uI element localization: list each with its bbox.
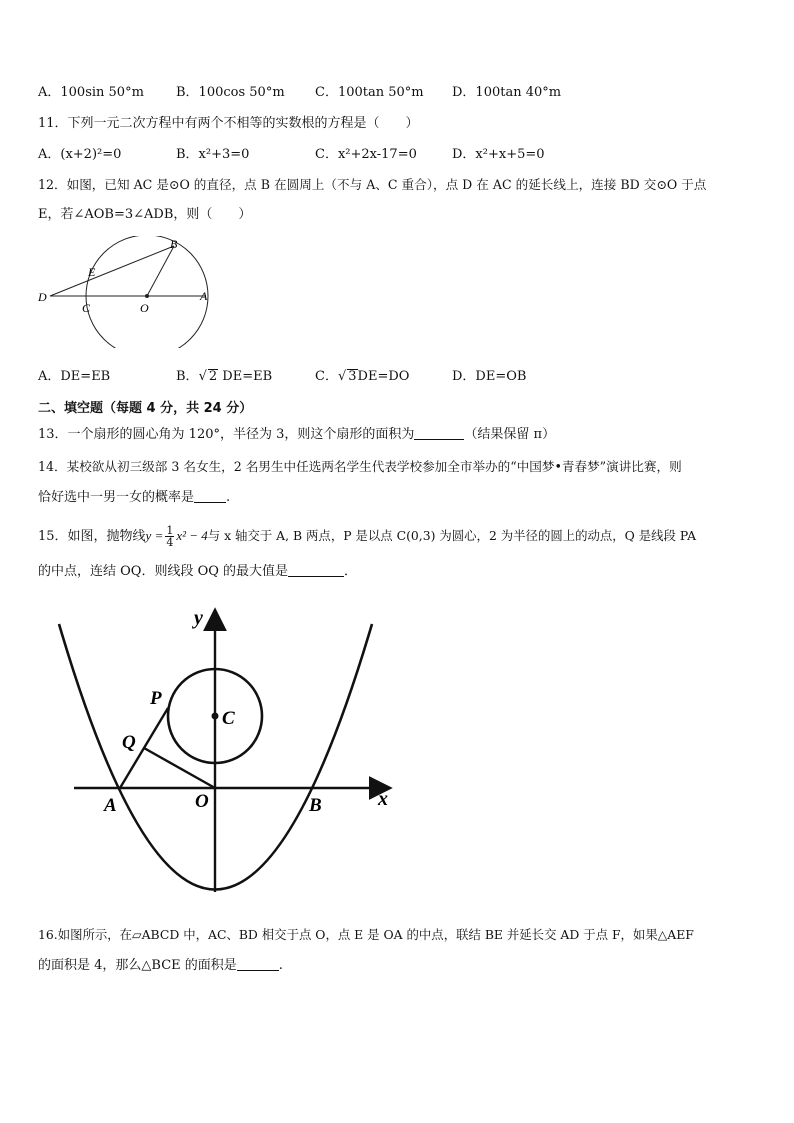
q15-label-y: y [194, 607, 203, 629]
q11-option-a: A．(x+2)²=0 [38, 147, 122, 162]
q15-text-after: ． [344, 564, 358, 579]
q15-point-c [212, 713, 219, 720]
q14-line2 [38, 489, 230, 507]
q15-label-o: O [195, 791, 209, 812]
q16-line2 [38, 957, 283, 975]
q15-fraction [165, 525, 174, 548]
q14-text-before: 恰好选中一男一女的概率是 [38, 490, 195, 505]
q15-part1: 15．如图，抛物线 [38, 529, 146, 544]
q12-label-a: A [200, 289, 208, 303]
q12-center-dot [145, 294, 149, 298]
q15-label-b: B [309, 795, 322, 816]
q16-line1: 16.如图所示，在▱ABCD 中，AC、BD 相交于点 O，点 E 是 OA 的中点，联结 BE 并延长交 AD 于点 F，如果△AEF [38, 927, 694, 942]
q15-line1 [38, 523, 696, 550]
q10-option-a: A．100sin 50°m [38, 85, 144, 100]
q10-option-c: C．100tan 50°m [315, 85, 424, 100]
q12-option-b-root: 2 [208, 369, 218, 384]
q15-text-before: 的中点，连结 OQ．则线段 OQ 的最大值是 [38, 564, 289, 579]
q12-option-c-root: 3 [348, 369, 357, 384]
q12-option-d: D．DE=OB [452, 369, 527, 384]
q11-option-d: D．x²+x+5=0 [452, 147, 545, 162]
q15-figure [50, 600, 400, 895]
section2-title: 二、填空题（每题 4 分，共 24 分） [38, 401, 253, 416]
q12-option-c-prefix: C． [315, 369, 338, 384]
q13-line [38, 426, 555, 444]
q16-text-before: 的面积是 4，那么△BCE 的面积是 [38, 958, 237, 973]
q13-text-before: 13．一个扇形的圆心角为 120°，半径为 3，则这个扇形的面积为 [38, 427, 415, 442]
q12-stem-line1: 12．如图，已知 AC 是⊙O 的直径，点 B 在圆周上（不与 A、C 重合），点 D 在 AC 的延长线上，连接 BD 交⊙O 于点 [38, 177, 707, 192]
q15-answer-blank [288, 563, 344, 577]
q12-figure [34, 236, 214, 348]
q15-line2 [38, 563, 357, 581]
q15-label-q: Q [122, 732, 136, 753]
q12-circle [86, 236, 208, 348]
q12-label-c: C [82, 301, 91, 315]
q15-y-eq: y = [145, 528, 164, 543]
q15-segment-oq [144, 748, 215, 788]
q15-part2: 与 x 轴交于 A, B 两点，P 是以点 C(0,3) 为圆心，2 为半径的圆上的动点，Q 是线段 PA [207, 528, 697, 543]
q12-stem-line2: E，若∠AOB=3∠ADB，则（ ） [38, 207, 252, 222]
q15-label-p: P [150, 688, 162, 709]
q12-option-b: B．√ 2 DE=EB [176, 369, 273, 384]
q11-stem: 11．下列一元二次方程中有两个不相等的实数根的方程是（ ） [38, 116, 419, 131]
q14-text-after: . [226, 490, 231, 505]
q16-answer-blank [237, 957, 279, 971]
q15-label-x: x [378, 788, 388, 810]
q12-line-ob [147, 246, 174, 296]
q13-text-after: （结果保留 π） [464, 427, 556, 442]
q12-option-a: A．DE=EB [38, 369, 111, 384]
q12-label-e: E [88, 265, 96, 279]
q12-option-c: C．√ 3DE=DO [315, 369, 410, 384]
q15-frac-den: 4 [166, 536, 174, 549]
q12-option-b-prefix: B． [176, 369, 199, 384]
q15-frac-num: 1 [166, 524, 174, 537]
q12-line-db [50, 246, 174, 296]
q10-option-d: D．100tan 40°m [452, 85, 562, 100]
q15-label-c: C [222, 708, 235, 729]
q14-line1: 14．某校欲从初三级部 3 名女生，2 名男生中任选两名学生代表学校参加全市举办的“中国梦•青春梦”演讲比赛，则 [38, 459, 682, 474]
q15-label-a: A [104, 795, 117, 816]
q11-option-c: C．x²+2x-17=0 [315, 147, 417, 162]
q12-label-b: B [170, 237, 178, 251]
q12-label-d: D [38, 290, 47, 304]
q15-expr: x² − 4 [176, 528, 208, 543]
q11-option-b: B．x²+3=0 [176, 147, 250, 162]
q12-option-b-suffix: DE=EB [222, 369, 273, 384]
q16-text-after: . [278, 958, 283, 973]
q12-label-o: O [140, 301, 149, 315]
q10-option-b: B．100cos 50°m [176, 85, 285, 100]
q14-answer-blank [194, 489, 226, 503]
q13-answer-blank [414, 426, 464, 440]
q12-option-c-suffix: DE=DO [357, 369, 410, 384]
